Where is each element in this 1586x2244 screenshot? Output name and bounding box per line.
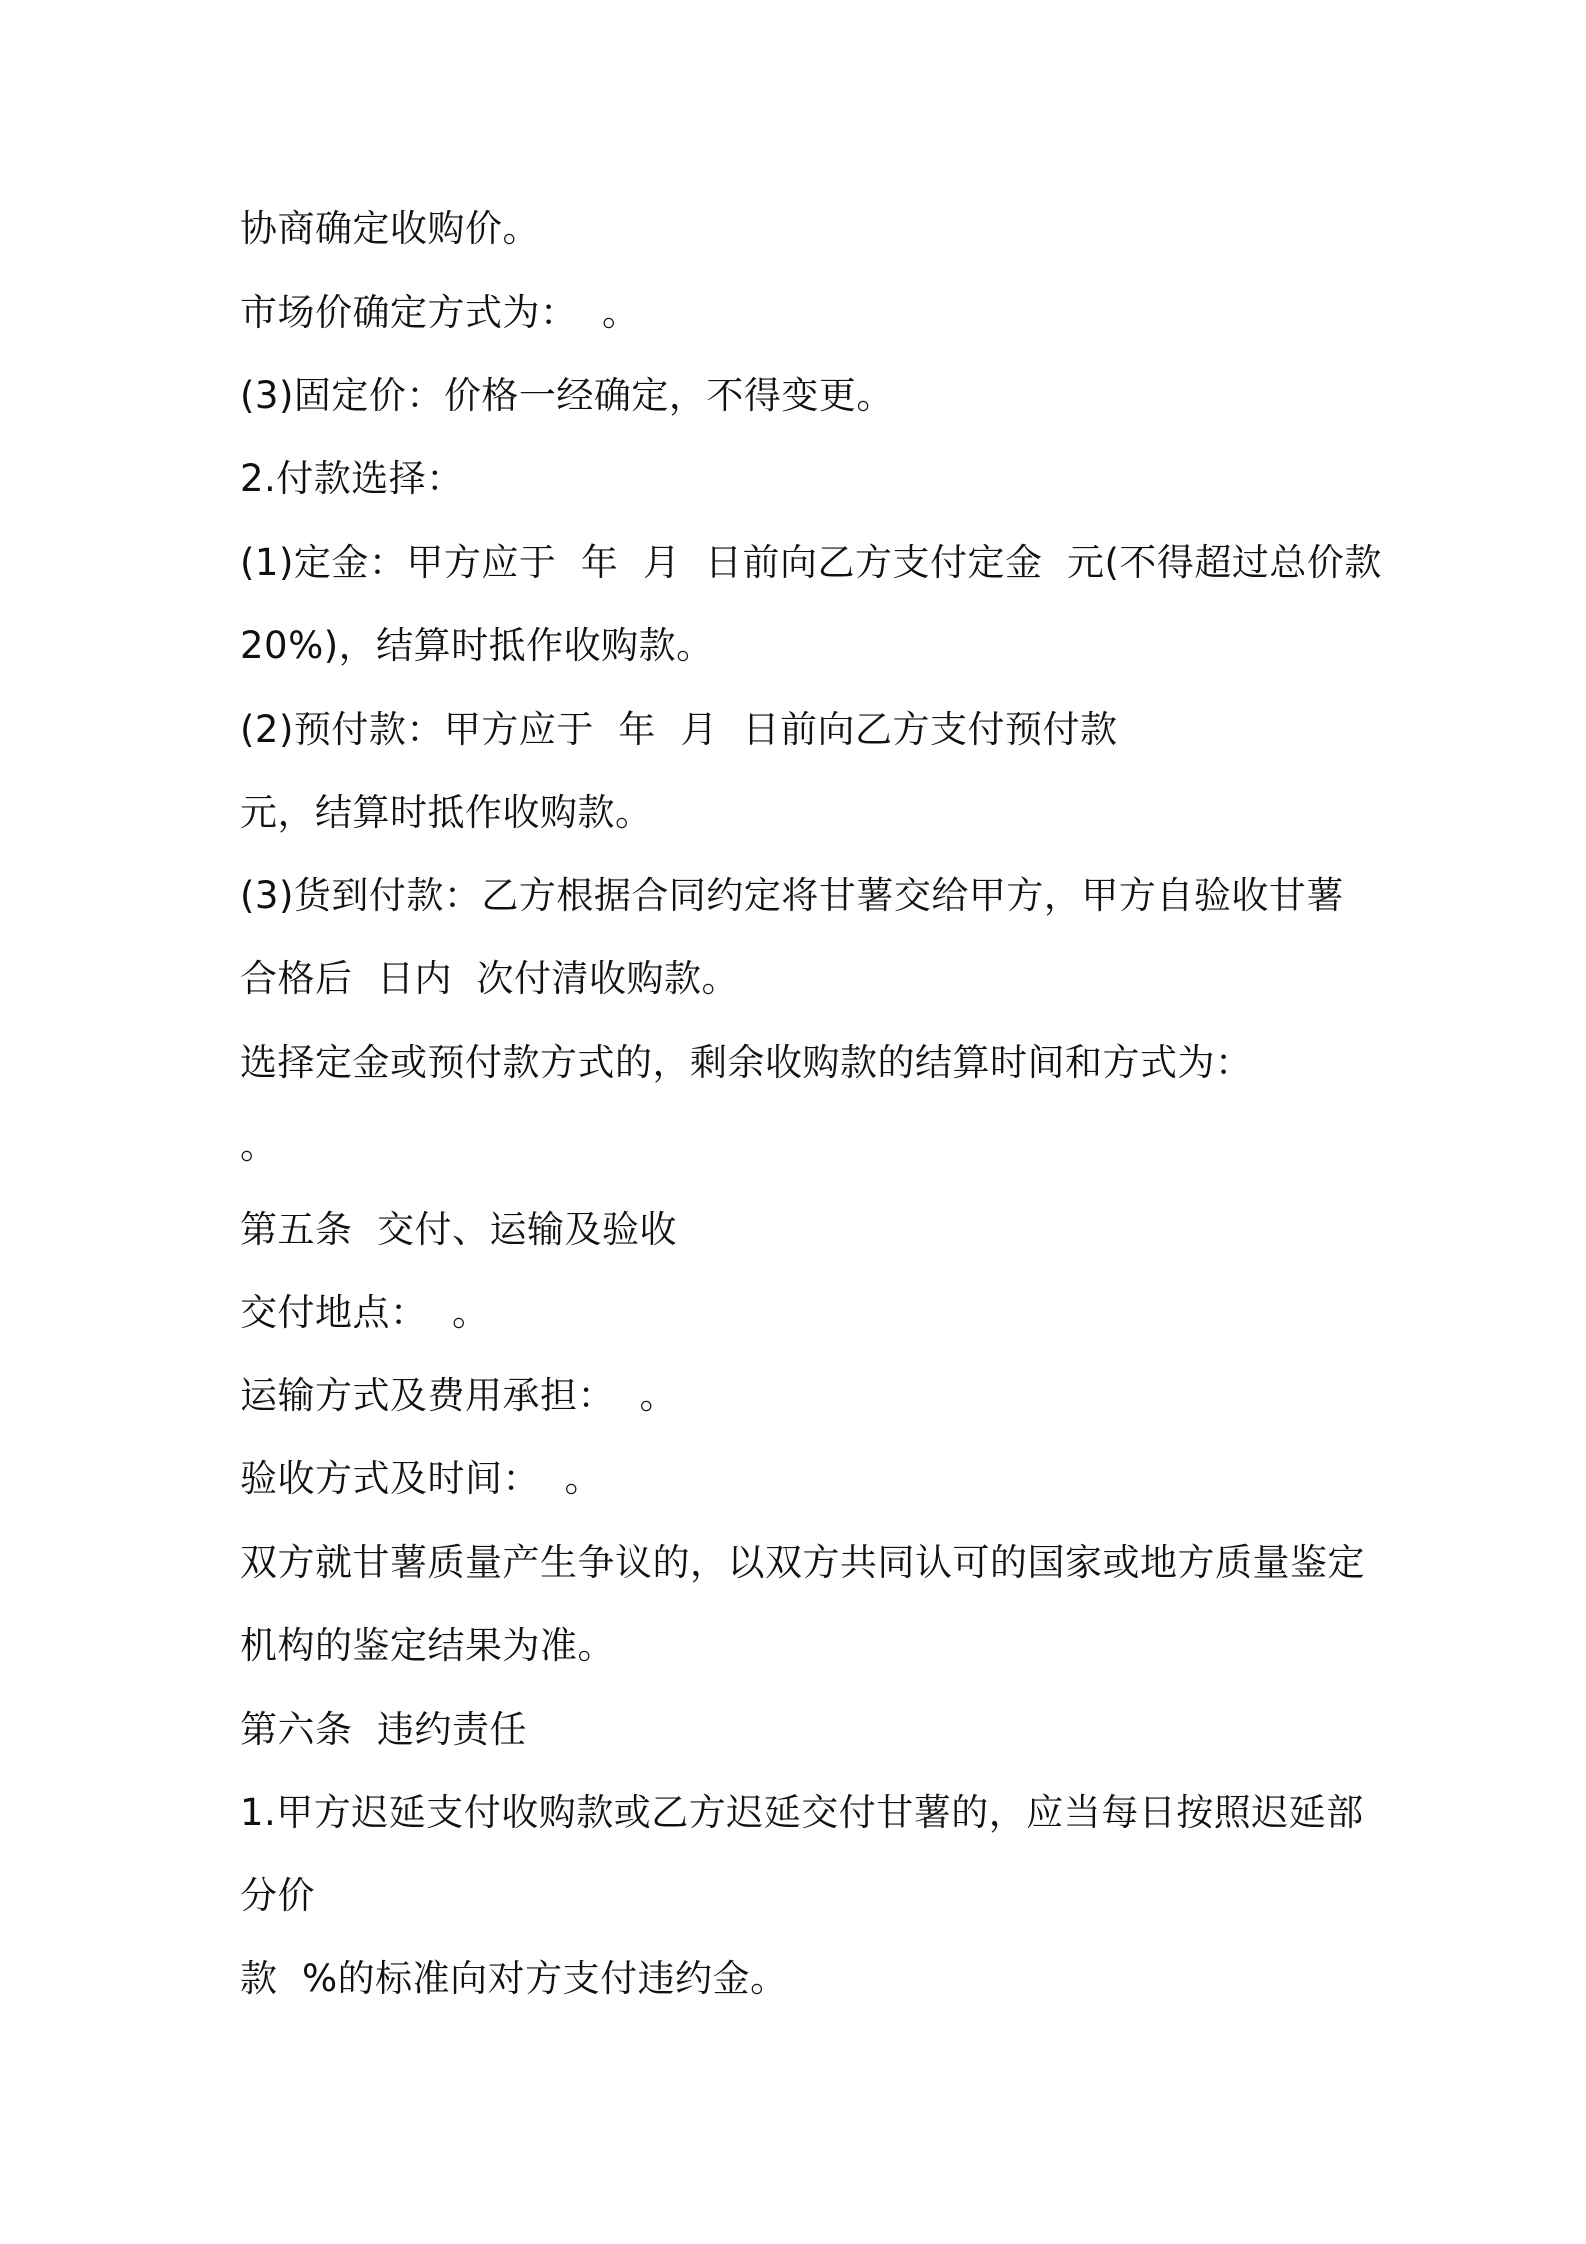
text-line: 双方就甘薯质量产生争议的，以双方共同认可的国家或地方质量鉴定 <box>240 1541 1365 1584</box>
text-line: 机构的鉴定结果为准。 <box>240 1624 615 1667</box>
text-line: 20%)，结算时抵作收购款。 <box>240 624 714 667</box>
text-line: 运输方式及费用承担： 。 <box>240 1374 678 1417</box>
text-line: 验收方式及时间： 。 <box>240 1457 603 1500</box>
text-line: 2.付款选择： <box>240 457 464 500</box>
text-line: 款 %的标准向对方支付违约金。 <box>240 1957 788 2000</box>
text-line: 合格后 日内 次付清收购款。 <box>240 957 740 1000</box>
text-line: (1)定金：甲方应于 年 月 日前向乙方支付定金 元(不得超过总价款 <box>240 541 1382 584</box>
text-line: 。 <box>240 1124 278 1167</box>
text-line: 市场价确定方式为： 。 <box>240 291 640 334</box>
text-line: 选择定金或预付款方式的，剩余收购款的结算时间和方式为： <box>240 1041 1253 1084</box>
text-line: (2)预付款：甲方应于 年 月 日前向乙方支付预付款 <box>240 708 1118 751</box>
section-heading: 第六条 违约责任 <box>240 1708 528 1751</box>
text-line: 协商确定收购价。 <box>240 207 540 250</box>
text-line: (3)货到付款：乙方根据合同约定将甘薯交给甲方，甲方自验收甘薯 <box>240 874 1344 917</box>
text-line: 元，结算时抵作收购款。 <box>240 791 653 834</box>
text-line: (3)固定价：价格一经确定，不得变更。 <box>240 374 894 417</box>
text-line: 1.甲方迟延支付收购款或乙方迟延交付甘薯的，应当每日按照迟延部 <box>240 1791 1364 1834</box>
text-line: 交付地点： 。 <box>240 1291 490 1334</box>
section-heading: 第五条 交付、运输及验收 <box>240 1208 678 1251</box>
text-line: 分价 <box>240 1874 315 1917</box>
